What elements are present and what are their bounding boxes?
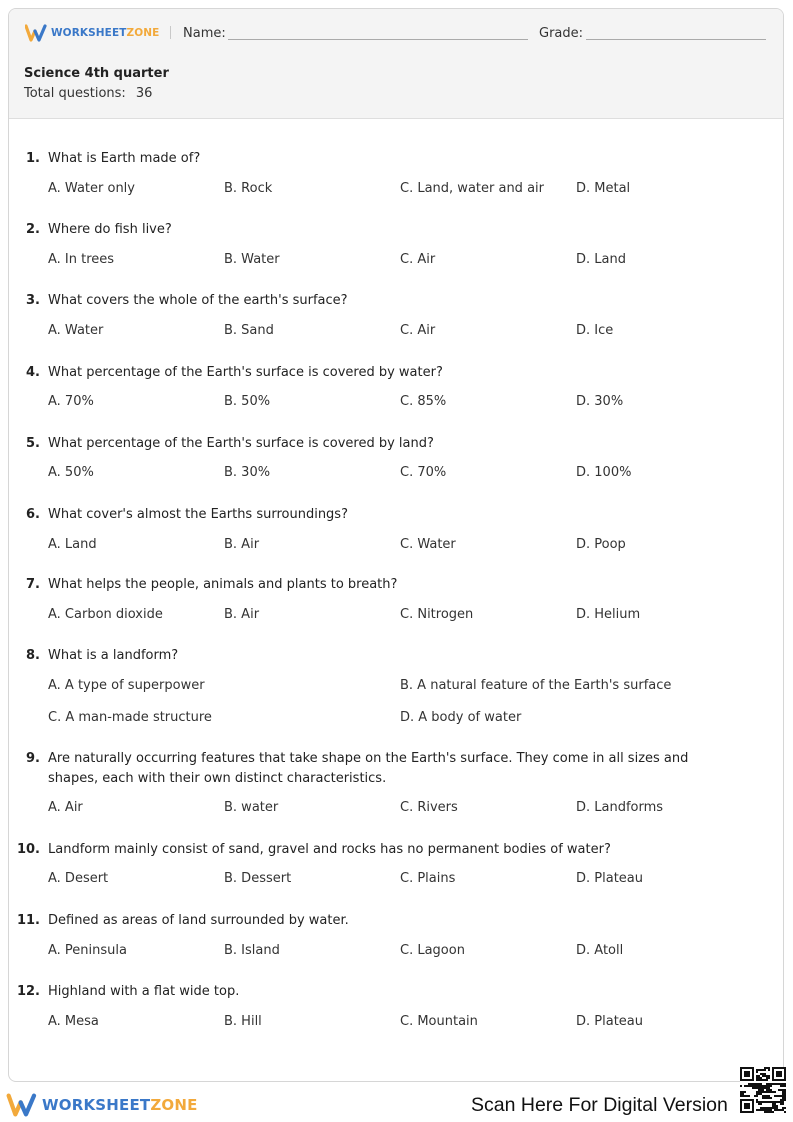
scan-text: Scan Here For Digital Version [471, 1094, 728, 1116]
worksheet-zone-logo-icon [6, 1093, 38, 1117]
answer-option[interactable]: D. Atoll [576, 943, 624, 958]
question-number: 2. [26, 222, 40, 237]
answer-option[interactable]: C. 85% [400, 394, 447, 409]
brand-logo [25, 24, 159, 42]
answer-option[interactable]: B. A natural feature of the Earth's surface [400, 678, 672, 693]
name-field[interactable] [228, 39, 528, 40]
worksheet-header [9, 9, 783, 119]
answer-option[interactable]: D. Land [576, 252, 626, 267]
answer-option[interactable]: A. Air [48, 800, 83, 815]
answer-option[interactable]: A. 50% [48, 465, 94, 480]
answer-option[interactable]: C. 70% [400, 465, 447, 480]
question-number: 1. [26, 151, 40, 166]
answer-option[interactable]: C. Rivers [400, 800, 458, 815]
question-text: What cover's almost the Earths surroundings? [48, 507, 348, 522]
question-number: 11. [16, 913, 40, 928]
answer-option[interactable]: C. Water [400, 537, 456, 552]
question-text: What percentage of the Earth's surface is covered by water? [48, 365, 443, 380]
total-questions-label: Total questions: [24, 86, 126, 101]
answer-option[interactable]: A. In trees [48, 252, 115, 267]
answer-option[interactable]: B. 30% [224, 465, 271, 480]
answer-option[interactable]: B. Rock [224, 181, 273, 196]
answer-option[interactable]: D. A body of water [400, 710, 522, 725]
answer-option[interactable]: C. Nitrogen [400, 607, 474, 622]
answer-option[interactable]: D. 100% [576, 465, 632, 480]
brand-word-zone: ZONE [126, 27, 160, 39]
page-footer [0, 1083, 793, 1122]
answer-option[interactable]: C. Lagoon [400, 943, 465, 958]
answer-option[interactable]: D. Landforms [576, 800, 664, 815]
answer-option[interactable]: B. water [224, 800, 279, 815]
qr-code-icon[interactable] [740, 1067, 786, 1113]
footer-brand-logo [6, 1093, 198, 1117]
answer-option[interactable]: A. A type of superpower [48, 678, 205, 693]
answer-option[interactable]: B. Hill [224, 1014, 262, 1029]
question-text: What percentage of the Earth's surface is covered by land? [48, 436, 434, 451]
answer-option[interactable]: C. Air [400, 252, 436, 267]
question-text: Landform mainly consist of sand, gravel and rocks has no permanent bodies of water? [48, 842, 611, 857]
answer-option[interactable]: D. Ice [576, 323, 614, 338]
header-divider [170, 26, 171, 39]
answer-option[interactable]: D. Metal [576, 181, 631, 196]
answer-option[interactable]: D. Poop [576, 537, 626, 552]
answer-option[interactable]: C. Land, water and air [400, 181, 544, 196]
answer-option[interactable]: A. 70% [48, 394, 94, 409]
name-label: Name: [183, 26, 226, 41]
answer-option[interactable]: A. Carbon dioxide [48, 607, 163, 622]
question-number: 8. [26, 648, 40, 663]
answer-option[interactable]: B. Island [224, 943, 280, 958]
question-text: Highland with a flat wide top. [48, 984, 240, 999]
question-number: 3. [26, 293, 40, 308]
brand-word-worksheet: WORKSHEET [51, 27, 127, 39]
footer-brand-name [42, 1096, 198, 1114]
answer-option[interactable]: A. Water [48, 323, 104, 338]
question-text: What covers the whole of the earth's surface? [48, 293, 348, 308]
question-number: 7. [26, 577, 40, 592]
worksheet-zone-logo-icon [25, 24, 47, 42]
answer-option[interactable]: B. Water [224, 252, 280, 267]
answer-option[interactable]: D. Plateau [576, 1014, 643, 1029]
question-text: What helps the people, animals and plants to breath? [48, 577, 398, 592]
question-text: Where do fish live? [48, 222, 172, 237]
total-questions-value: 36 [135, 86, 153, 101]
answer-option[interactable]: B. Sand [224, 323, 274, 338]
brand-name [51, 27, 159, 39]
question-number: 5. [26, 436, 40, 451]
answer-option[interactable]: D. Plateau [576, 871, 643, 886]
worksheet-sheet [8, 8, 784, 1082]
footer-brand-word-worksheet: WORKSHEET [42, 1096, 151, 1114]
total-questions [24, 86, 152, 101]
question-text: What is a landform? [48, 648, 179, 663]
question-number: 12. [16, 984, 40, 999]
question-text: Are naturally occurring features that take shape on the Earth's surface. They come in all sizes and shapes, each with their own distinct characteristics. [48, 751, 689, 786]
question-number: 9. [26, 751, 40, 766]
answer-option[interactable]: A. Land [48, 537, 97, 552]
grade-field[interactable] [586, 39, 766, 40]
answer-option[interactable]: A. Mesa [48, 1014, 99, 1029]
answer-option[interactable]: B. Air [224, 607, 260, 622]
grade-label: Grade: [539, 26, 584, 41]
answer-option[interactable]: A. Desert [48, 871, 109, 886]
answer-option[interactable]: B. Dessert [224, 871, 292, 886]
answer-option[interactable]: A. Water only [48, 181, 135, 196]
question-text: Defined as areas of land surrounded by water. [48, 913, 349, 928]
answer-option[interactable]: A. Peninsula [48, 943, 127, 958]
question-text: What is Earth made of? [48, 151, 201, 166]
answer-option[interactable]: C. Plains [400, 871, 456, 886]
answer-option[interactable]: B. 50% [224, 394, 271, 409]
answer-option[interactable]: C. A man-made structure [48, 710, 212, 725]
answer-option[interactable]: D. Helium [576, 607, 641, 622]
question-number: 4. [26, 365, 40, 380]
question-number: 10. [16, 842, 40, 857]
answer-option[interactable]: D. 30% [576, 394, 624, 409]
question-number: 6. [26, 507, 40, 522]
answer-option[interactable]: B. Air [224, 537, 260, 552]
answer-option[interactable]: C. Air [400, 323, 436, 338]
answer-option[interactable]: C. Mountain [400, 1014, 478, 1029]
footer-brand-word-zone: ZONE [150, 1096, 198, 1114]
worksheet-title: Science 4th quarter [24, 66, 169, 81]
